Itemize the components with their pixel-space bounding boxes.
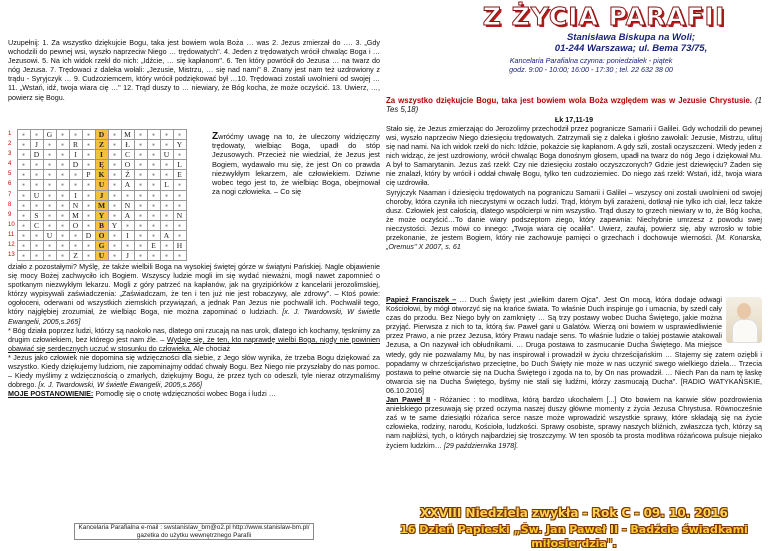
crossword-cell: ▪ — [134, 200, 147, 210]
crossword-cell: ▪ — [147, 190, 160, 200]
crossword-cell: ▪ — [134, 180, 147, 190]
reflection-para-2-tail: Ale chociaż — [193, 343, 231, 353]
crossword-cell: ▪ — [160, 160, 173, 170]
reflection-para-2: * Bóg działa poprzez ludzi, którzy są naokoło nas, dlatego oni rzucają na nas urok, dlatego ich kochamy, tęsknimy za drugim człowiekiem, bez którego jest nam źle. – — [8, 325, 380, 344]
reflection-para-3: * Jezus jako człowiek nie dopomina się wdzięczności dla siebie, z Jego słów wynika, że trzeba Bogu dziękować za wszystko. Kiedy dziękujemy ludziom, nie zapominajmy oddać chwały Bogu. Bez Niego nie przyszłaby do nas pomoc. – Kiedy myślimy z wdzięcznością o zmarłych, dziękujmy Bogu, że przez tych co odeszli, tyle nieraz otrzymaliśmy dobrego. — [8, 352, 380, 390]
crossword-cell: ▪ — [82, 180, 95, 190]
crossword-cell: ▪ — [173, 190, 186, 200]
row-number: 9 — [8, 211, 12, 218]
crossword-key-cell: D — [95, 130, 108, 140]
crossword-clues — [8, 38, 380, 102]
crossword-cell: ▪ — [69, 230, 82, 240]
crossword-key-cell: B — [95, 220, 108, 230]
crossword-row — [8, 190, 186, 200]
crossword-cell: J — [121, 251, 134, 261]
crossword-key-cell: K — [95, 170, 108, 180]
crossword-cell: ▪ — [108, 180, 121, 190]
parish-line-1: Stanisława Biskupa na Woli; — [566, 32, 696, 43]
pope-day-banner: 16 Dzień Papieski „Św. Jan Paweł II - Badźcie świadkami miłosierdzia". — [400, 523, 748, 550]
crossword-cell: ▪ — [43, 170, 56, 180]
crossword-cell: ▪ — [134, 251, 147, 261]
crossword-cell: ▪ — [56, 170, 69, 180]
crossword-cell: ▪ — [30, 170, 43, 180]
crossword-cell: ▪ — [56, 140, 69, 150]
crossword-cell: ▪ — [108, 130, 121, 140]
crossword-key-cell: J — [95, 190, 108, 200]
crossword-cell: ▪ — [17, 160, 30, 170]
crossword-cell: ▪ — [17, 130, 30, 140]
crossword-row — [8, 241, 186, 251]
right-column — [386, 0, 763, 550]
crossword-key-cell: G — [95, 241, 108, 251]
footer — [8, 523, 380, 540]
crossword-row — [8, 130, 186, 140]
crossword-cell: ▪ — [160, 140, 173, 150]
crossword-key-cell: Ę — [95, 160, 108, 170]
crossword-cell: ▪ — [56, 180, 69, 190]
crossword-cell: ▪ — [121, 190, 134, 200]
crossword-cell: ▪ — [147, 180, 160, 190]
crossword-key-cell: U — [95, 251, 108, 261]
crossword-cell: ▪ — [82, 150, 95, 160]
crossword-row — [8, 160, 186, 170]
crossword-cell: ▪ — [56, 251, 69, 261]
crossword-cell: L — [173, 160, 186, 170]
crossword-cell: U — [160, 150, 173, 160]
crossword-cell: ▪ — [147, 220, 160, 230]
crossword-cell: C — [121, 150, 134, 160]
crossword-cell: ▪ — [160, 251, 173, 261]
crossword-cell: N — [69, 200, 82, 210]
crossword-cell: ▪ — [56, 200, 69, 210]
crossword-cell: ▪ — [56, 150, 69, 160]
crossword-cell: O — [69, 220, 82, 230]
crossword-cell: Y — [108, 220, 121, 230]
crossword-cell: ▪ — [134, 170, 147, 180]
gospel-text: Stało się, że Jezus zmierzając do Jerozolimy przechodził przez pogranicze Samarii i Galilei. Gdy wchodzili do pewnej wsi, wyszło naprzeciw Niego dziesięciu trędowatych. Zatrzymali się z daleka i głośno zawołali: Jezusie, Mistrzu, ulituj się nad nami. Na ich widok rzekł do nich: Idźcie, pokażcie się kapłanom. A gdy szli, zostali oczyszczeni. Wtedy jeden z nich widząc, że jest uzdrowiony, wrócił chwaląc Boga donośnym głosem, upadł na twarz do nóg Jego i dziękował Mu. A był to Samarytanin. Jezus zaś rzekł: Czy nie dziesięciu zostało oczyszczonych? Gdzie jest dziewięciu? Żaden się nie znalazł, który by wrócił i oddał chwałę Bogu, tylko ten cudzoziemiec. Do niego zaś rzekł: Wstań, idź, twoja wiara cię uzdrowiła. — [386, 123, 762, 188]
crossword-row — [8, 140, 186, 150]
crossword-cell: ▪ — [160, 241, 173, 251]
crossword-cell: ▪ — [108, 170, 121, 180]
crossword-cell: J — [30, 140, 43, 150]
motto: Za wszystko dziękujcie Bogu, taka jest bowiem wola Boża względem was w Jezusie Chrystusie. — [386, 96, 752, 105]
crossword-cell: C — [30, 220, 43, 230]
crossword-cell: ▪ — [147, 130, 160, 140]
crossword-cell: Z — [69, 251, 82, 261]
crossword-cell: ▪ — [108, 241, 121, 251]
crossword-cell: ▪ — [108, 210, 121, 220]
crossword-cell: ▪ — [147, 251, 160, 261]
crossword-cell: L — [160, 180, 173, 190]
crossword-cell: ▪ — [82, 210, 95, 220]
crossword-cell: ▪ — [134, 190, 147, 200]
crossword-cell: Ź — [121, 170, 134, 180]
crossword-cell: ▪ — [173, 220, 186, 230]
crossword-key-cell: Z — [95, 140, 108, 150]
crossword-cell: ▪ — [173, 230, 186, 240]
reflection-body — [8, 262, 380, 398]
crossword-row — [8, 180, 186, 190]
crossword-cell: ▪ — [173, 150, 186, 160]
pope-photo — [726, 297, 762, 343]
crossword-key-cell: O — [95, 230, 108, 240]
crossword-row — [8, 230, 186, 240]
crossword-cell: ▪ — [108, 150, 121, 160]
crossword-cell: ▪ — [69, 180, 82, 190]
crossword-cell: ▪ — [30, 180, 43, 190]
row-number: 10 — [8, 221, 15, 228]
footer-note: gazetka do użytku wewnętrznego Parafii — [136, 531, 252, 539]
crossword-row — [8, 200, 186, 210]
crossword-cell: ▪ — [43, 220, 56, 230]
crossword-cell: ▪ — [43, 210, 56, 220]
crossword-cell: ▪ — [147, 170, 160, 180]
crossword-cell: I — [69, 150, 82, 160]
crossword-cell: ▪ — [30, 251, 43, 261]
pope-text: … Duch Święty jest „wielkim darem Ojca". Jest On mocą, która dodaje odwagi Kościołowi, by mógł otworzyć się na krańce świata. To właśnie Duch inspiruje go i umacnia, by szedł cały czas do przodu. Bez Niego były on zamknięty … Są trzy postawy wobec Ducha Świętego, jakie można przyjąć. Pierwsza z nich to ta, którą św. Paweł gani u Galatów. Wierzą oni bowiem w usprawiedliwienie przez Prawo, a nie przez Jezusa, który Prawu nadaje sens. To właśnie ludzie o takiej postawie atakowali Jezusa, a On nazywał ich obłudnikami. … Druga postawa to zasmucanie Ducha Świętego. Ma miejsce wtedy, gdy nie pozwalamy Mu, by nas inspirował i prowadził w życiu chrześcijańskim … Stajemy się zatem oziębli i popadamy w chrześcijaństwo przeciętne, bo Duch Święty nie może w nas uczynić swego wielkiego dzieła… Trzecia postawa to pełne otwarcie się na Ducha Świętego i zgoda na to, by On nas prowadził. … Niech Pan da nam tę łaskę otwarcia się na Ducha Świętego, byśmy nie stali się ludźmi, którzy zasmucają Ducha". — [386, 295, 762, 386]
crossword-cell: ▪ — [108, 251, 121, 261]
masthead — [420, 2, 762, 90]
crossword-cell: S — [30, 210, 43, 220]
citation: [M. Konarska, „Oremus" X 2007, s. 61 — [386, 233, 763, 252]
crossword-cell: ▪ — [30, 130, 43, 140]
crossword-cell: M — [69, 210, 82, 220]
resolution-label: MOJE POSTANOWIENIE: — [8, 389, 94, 399]
crossword-cell: ▪ — [121, 241, 134, 251]
crossword-cell: ▪ — [160, 190, 173, 200]
pope-section — [386, 295, 762, 450]
commentary-text: Syryjczyk Naaman i dziesięciu trędowatych na pograniczu Samarii i Galilei – wszyscy oni zostali uwolnieni od swojej choroby, która czyniła ich nieczystymi w oczach ludzi. Trąd, którym byli zarażeni, dotknął nie tylko ich ciał, lecz także dusz. Człowiek jest całością, dlatego współcierpi w nim wszystko. Trąd duszy to grzech niewiary w to, że Bóg kocha, że może oczyścić…To danie wiary podszeptom ziego, który zapewnia: Niechybnie umrzesz z powodu swej nieczystości. Jezus mówi co innego: „Twoja wiara cię ocaliła". Uwierz, zaufaj, powierz się, aby wzrosło w tobie przekonanie, że jestem Bogiem, który nie zachowuje pamięci o grzechach i dochowuje wierności. — [386, 187, 762, 243]
crossword-cell: ▪ — [43, 140, 56, 150]
pope-label: Papież Franciszek – — [386, 295, 457, 304]
crossword-cell: ▪ — [17, 180, 30, 190]
crossword-cell: I — [69, 190, 82, 200]
crossword-cell: ▪ — [17, 241, 30, 251]
gospel-section — [386, 96, 762, 251]
row-number: 7 — [8, 191, 12, 198]
crossword-cell: ▪ — [82, 220, 95, 230]
footer-contact[interactable]: Kancelaria Parafialna e-mail : swstanislaw_bm@o2.pl http://www.stanislaw-bm.pl/ — [78, 524, 310, 531]
crossword-cell: ▪ — [17, 190, 30, 200]
crossword-cell: ▪ — [160, 220, 173, 230]
dropcap: Z — [212, 131, 219, 142]
crossword-cell: ▪ — [43, 190, 56, 200]
parish-name — [516, 32, 746, 54]
crossword-cell: ▪ — [17, 150, 30, 160]
crossword-cell: E — [173, 170, 186, 180]
crossword-cell: ▪ — [69, 130, 82, 140]
crossword-cell: ▪ — [160, 210, 173, 220]
crossword-cell: ▪ — [108, 200, 121, 210]
crossword-cell: ▪ — [69, 241, 82, 251]
row-number: 5 — [8, 171, 12, 178]
crossword-row — [8, 170, 186, 180]
crossword-cell: ▪ — [43, 251, 56, 261]
crossword-cell: ▪ — [17, 210, 30, 220]
crossword-cell: ▪ — [160, 170, 173, 180]
crossword-cell: ▪ — [108, 140, 121, 150]
crossword-cell: ▪ — [173, 200, 186, 210]
reflection-intro-text: wróćmy uwagę na to, że uleczony widzięczny trędowaty, wielbiąc Boga, upadł do stóp Jezusowych. Przecież nie wiedział, że Jezus jest Bogiem, wydawało mu się, że jest On co prawda niezwykłym lekarzem, ale człowiekiem. Dziwne wobec tego jest to, że wielbiąc Boga, obejmował za nogi człowieka. – Co się — [212, 132, 380, 197]
citation: [x. J. Twardowski, W świetle Ewangelii, 2005,s.265] — [8, 307, 380, 326]
crossword-cell: ▪ — [160, 200, 173, 210]
crossword-cell: ▪ — [108, 160, 121, 170]
crossword-cell: A — [160, 230, 173, 240]
crossword-cell: ▪ — [147, 160, 160, 170]
citation: [x. J. Twardowski, W świetle Ewangelii, 2005,s.266] — [38, 380, 203, 390]
crossword-cell: ▪ — [43, 241, 56, 251]
clues-text: Uzupełnij: 1. Za wszystko dziękujcie Bogu, taka jest bowiem wola Boża … was 2. Jezus zmierzał do …. 3. „Gdy wchodzili do pewnej wsi, wyszło naprzeciw Niego … trędowatych". 4. Jeden z trędowatych wrócił chwaląc Boga i … Jezusowi. 5. Na ich widok rzekł do nich: „Idźcie, … się kapłanom". 6. Ten który powrócił do Jezusa … na twarz do nóg Jezusa. 7. Trędowaci z daleka wołali: „Jezusie, Mistrzu, … się nad nami" 8. Znany jest nam też uzdrowiony z trądu - Syryjczyk … 9. Cudzoziemcem, który wrócił podziękować był …10. Trędowaci zostali uwolnieni od swojej … 11. „Wstań, idź, twoja wiara cię …" 12. Trąd duszy to … niewiary, że Bóg kocha, że może oczyścić. 13. Uwierz, …, powierz się Bogu. — [8, 38, 380, 102]
crossword-cell: O — [121, 160, 134, 170]
underlined-sentence: Wydaje się, że ten, kto naprawdę wielbi Boga, nigdy nie powinien obawiać się serdecznych uczuć w stosunku do człowieka. — [8, 334, 381, 353]
crossword-key-cell: U — [95, 180, 108, 190]
crossword-cell: ▪ — [82, 251, 95, 261]
crossword-cell: Y — [173, 140, 186, 150]
crossword-cell: ▪ — [56, 210, 69, 220]
crossword-cell: ▪ — [17, 200, 30, 210]
masthead-title: Z ŻYCIA PARAFII — [482, 2, 726, 31]
crossword-row — [8, 251, 186, 261]
crossword-cell: ▪ — [160, 130, 173, 140]
crossword-cell: ▪ — [147, 150, 160, 160]
crossword-cell: ▪ — [108, 190, 121, 200]
crossword-cell: ▪ — [173, 251, 186, 261]
crossword-cell: H — [173, 241, 186, 251]
crossword-key-cell: Y — [95, 210, 108, 220]
crossword-cell: ▪ — [147, 230, 160, 240]
crossword-cell: ▪ — [43, 150, 56, 160]
row-number: 12 — [8, 242, 15, 249]
crossword-cell: ▪ — [56, 241, 69, 251]
crossword-cell: ▪ — [17, 251, 30, 261]
crossword-cell: ▪ — [134, 160, 147, 170]
crossword-row — [8, 220, 186, 230]
crossword-cell: ▪ — [82, 130, 95, 140]
crossword-cell: ▪ — [30, 241, 43, 251]
crossword-cell: ▪ — [147, 200, 160, 210]
crossword-cell: ▪ — [121, 220, 134, 230]
crossword-cell: ▪ — [17, 140, 30, 150]
crossword-cell: E — [147, 241, 160, 251]
left-column — [8, 0, 380, 543]
citation: [RADIO WATYKAŃSKIE, 06.10.2016] — [386, 376, 762, 395]
parish-line-2: 01-244 Warszawa; ul. Bema 73/75, — [554, 43, 708, 54]
gospel-ref: Łk 17,11-19 — [554, 114, 594, 124]
crossword-cell: ▪ — [134, 220, 147, 230]
crossword-cell: ▪ — [56, 230, 69, 240]
crossword-key-cell: M — [95, 200, 108, 210]
crossword-cell: N — [121, 200, 134, 210]
sunday-banner: XXVIII Niedziela zwykła - Rok C - 09. 10. 2016 — [420, 506, 728, 520]
crossword-cell: ▪ — [30, 160, 43, 170]
crossword-cell: D — [82, 230, 95, 240]
crossword-cell: ▪ — [147, 140, 160, 150]
crossword-cell: ▪ — [82, 241, 95, 251]
crossword-cell: ▪ — [173, 130, 186, 140]
row-number: 2 — [8, 141, 12, 148]
crossword-cell: ▪ — [43, 180, 56, 190]
reflection-intro — [212, 132, 380, 196]
row-number: 3 — [8, 151, 12, 158]
crossword-cell: ▪ — [82, 200, 95, 210]
crossword-cell: ▪ — [134, 230, 147, 240]
crossword-cell: R — [69, 140, 82, 150]
row-number: 13 — [8, 252, 15, 259]
crossword-cell: A — [121, 180, 134, 190]
crossword-cell: G — [43, 130, 56, 140]
crossword-cell: N — [173, 210, 186, 220]
crossword-cell: ▪ — [82, 190, 95, 200]
office-hours — [420, 57, 762, 75]
motto-ref: (1 Tes 5,18) — [386, 96, 762, 115]
row-number: 6 — [8, 181, 12, 188]
crossword-cell: ▪ — [82, 140, 95, 150]
resolution-text: Pomodlę się o cnotę wdzięczności wobec Boga i ludzi … — [95, 389, 276, 399]
crossword-cell: P — [82, 170, 95, 180]
jp-label: Jan Paweł II — [386, 395, 431, 405]
crossword-cell: ▪ — [134, 130, 147, 140]
crossword-cell: M — [121, 130, 134, 140]
crossword-cell: ▪ — [134, 210, 147, 220]
crossword-cell: ▪ — [69, 170, 82, 180]
crossword-cell: ▪ — [43, 200, 56, 210]
reflection-para-1: działo z pozostałymi? Myślę, że także wielbili Boga na wysokiej świętej górze w świątyni Pańskiej. Nagle objawienie się mocy Bożej zachwyciło ich Bogiem. Wszyscy ludzie mogli im się wydać nieważni, mogli nawet zapomnieć o spotkanym niezwykłym lekarzu. Mogli z góry patrzeć na kapłanów, jak na gryzipiórków z kancelarii jerozolimskiej, którzy wypisywali zaświadczenia: „Zaświadczam, że ten i ten już nie jest robaczywy, ale zdrowy". – Ktoś powie: ogołoceni, oderwani od wszystkich ziemskich przywiązań, a jednak Pan Jezus nie pochwalił ich. Pochwalił tego, który najgłębiej zrozumiał, że wielbiąc Boga, nie można zapominać o ludziach. — [8, 262, 380, 317]
office-line-2: godz. 9:00 - 10:00; 16:00 - 17:30 ; tel. 22 632 38 00 — [509, 64, 673, 74]
crossword-cell: ▪ — [43, 160, 56, 170]
crossword-cell: U — [43, 230, 56, 240]
jp-text: - Różaniec : to modlitwa, którą bardzo ukochałem [...] Oto bowiem na kanwie słów pozdrowienia anielskiego przesuwają się przed oczyma naszej duszy główne momenty z życia Jezusa Chrystusa. Równocześnie zaś w te same dziesiątki różańca serce nasze może wprowadzić wszystkie sprawy, które składają się na życie człowieka, rodziny, narodu, Kościoła, ludzkości. Sprawy osobiste, sprawy naszych bliźnich, zwłaszcza tych, którzy są nam najbliżsi, tych, o których najbardziej się troszczymy. W ten sposób ta prosta modlitwa różańcowa pulsuje niejako życiem ludzkim… — [386, 395, 763, 450]
citation: [29 października 1978]. — [443, 440, 519, 450]
crossword-row — [8, 210, 186, 220]
office-line-1: Kancelaria Parafialna czynna: poniedziałek - piątek — [509, 56, 673, 65]
crossword-cell: ▪ — [17, 170, 30, 180]
crossword-cell: ▪ — [30, 200, 43, 210]
crossword-cell: ▪ — [56, 220, 69, 230]
crossword-cell: ▪ — [56, 160, 69, 170]
crossword-cell: ▪ — [173, 180, 186, 190]
crossword-cell: D — [30, 150, 43, 160]
crossword-cell: ▪ — [56, 130, 69, 140]
crossword-cell: ▪ — [56, 190, 69, 200]
crossword-cell: ▪ — [147, 210, 160, 220]
crossword-cell: ▪ — [134, 140, 147, 150]
crossword-cell: D — [69, 160, 82, 170]
crossword-cell: ▪ — [17, 220, 30, 230]
crossword-cell: ▪ — [108, 230, 121, 240]
crossword-cell: ▪ — [134, 241, 147, 251]
crossword-grid — [8, 129, 208, 261]
crossword-cell: A — [121, 210, 134, 220]
crossword-table — [8, 129, 187, 261]
row-number: 11 — [8, 231, 15, 238]
crossword-cell: ▪ — [134, 150, 147, 160]
crossword-key-cell: I — [95, 150, 108, 160]
row-number: 4 — [8, 161, 12, 168]
crossword-cell: ▪ — [17, 230, 30, 240]
crossword-cell: ▪ — [30, 230, 43, 240]
crossword-cell: Ł — [121, 140, 134, 150]
crossword-cell: ▪ — [82, 160, 95, 170]
crossword-row — [8, 150, 186, 160]
crossword-cell: I — [121, 230, 134, 240]
crossword-cell: U — [30, 190, 43, 200]
row-number: 1 — [8, 131, 12, 137]
row-number: 8 — [8, 201, 12, 208]
